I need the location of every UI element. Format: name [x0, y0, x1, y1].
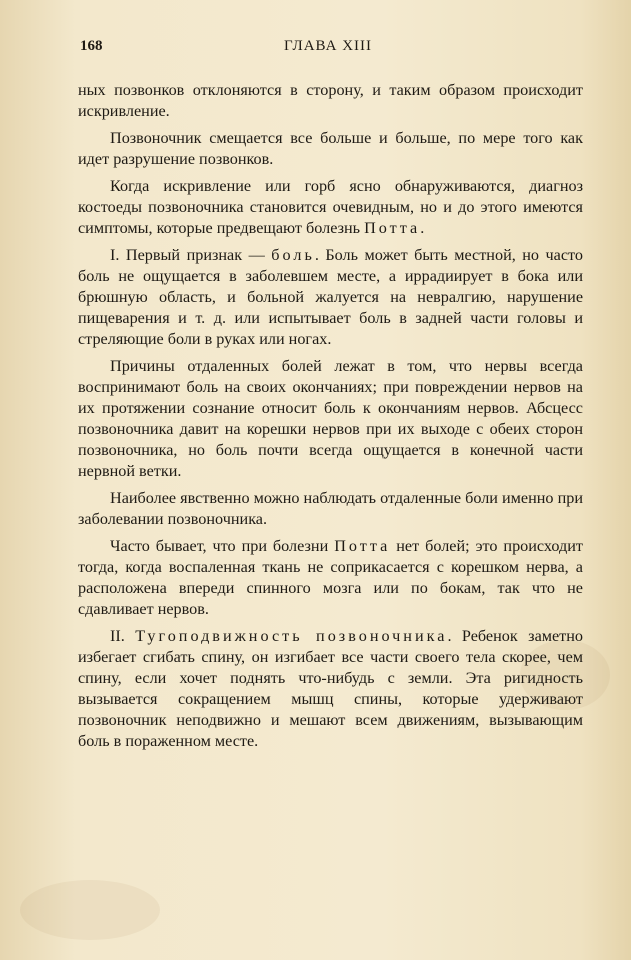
running-header	[80, 38, 581, 60]
paragraph: Когда искривление или горб ясно обнаруживаются, диагноз костоеды позвоночника становится очевидным, но и до этого имеются симптомы, которые предвещают болезнь Потта.	[78, 177, 583, 237]
paragraph: I. Первый признак — боль. Боль может быть местной, но часто боль не ощущается в заболевшем месте, а иррадиирует в бока или брюшную область, и больной жалуется на невралгию, нарушение пищеварения и т. д. или испытывает боль в задней части головы и стреляющие боли в руках или ногах.	[78, 246, 583, 348]
body-text	[78, 80, 583, 758]
page-number: 168	[80, 38, 103, 54]
paragraph: II. Тугоподвижность позвоночника. Ребенок заметно избегает сгибать спину, он изгибает все части своего тела скорее, чем спину, если хочет поднять что-нибудь с земли. Эта ригидность вызывается сокращением мышц спины, которые удерживают позвоночник неподвижно и мешают всем движениям, вызывающим боль в пораженном месте.	[78, 627, 584, 750]
paragraph: Позвоночник смещается все больше и больше, по мере того как идет разрушение позвонков.	[78, 129, 583, 168]
spaced-term: боль	[271, 246, 315, 264]
spaced-name: Потта	[364, 219, 421, 237]
chapter-title: ГЛАВА XIII	[284, 38, 373, 54]
paragraph: ных позвонков отклоняются в сторону, и таким образом происходит искривление.	[78, 81, 583, 120]
paragraph: Причины отдаленных болей лежат в том, что нервы всегда воспринимают боль на своих окончаниях; при повреждении нервов на их протяжении сознание относит боль к окончаниям нервов. Абсцесс позвоночника давит на корешки нервов при их выходе с обеих сторон позвоночника, но боль почти всегда ощущается в конечной части нервной ветки.	[78, 357, 583, 480]
spaced-name: Потта	[334, 537, 391, 555]
spaced-term: Тугоподвижность позвоночника	[135, 627, 448, 645]
paragraph: Часто бывает, что при болезни Потта нет болей; это происходит тогда, когда воспаленная ткань не соприкасается с корешком нерва, а расположена впереди спинного мозга или по бокам, так что не сдавливает нервов.	[78, 537, 583, 618]
paper-stain	[20, 880, 160, 940]
paragraph: Наиболее явственно можно наблюдать отдаленные боли именно при заболевании позвоночника.	[78, 489, 583, 528]
